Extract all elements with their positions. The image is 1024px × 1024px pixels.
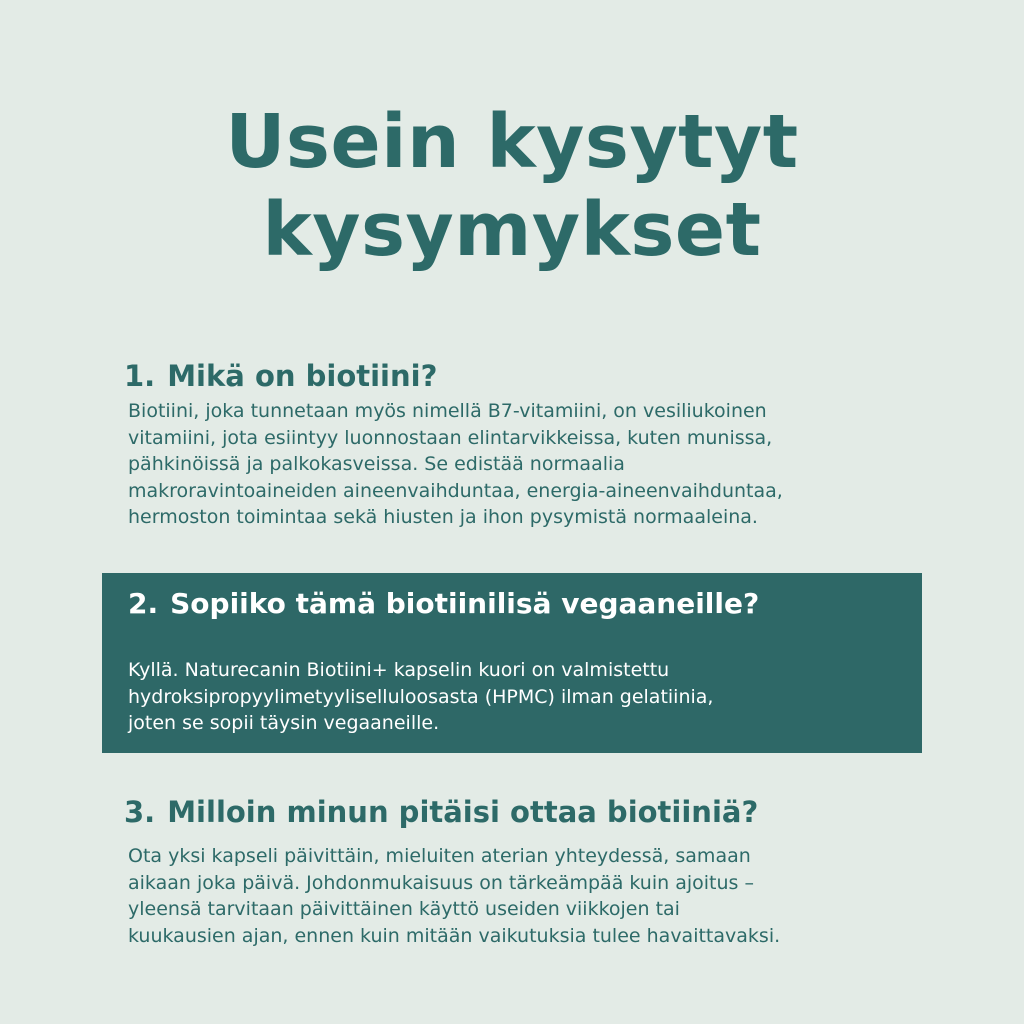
faq-number-1: 1. bbox=[124, 359, 156, 393]
faq-answer-1 bbox=[128, 398, 928, 531]
faq-question-1 bbox=[124, 358, 437, 394]
faq-answer-2 bbox=[128, 657, 928, 737]
faq-answer-3-line-2: aikaan joka päivä. Johdonmukaisuus on tärkeämpää kuin ajoitus – bbox=[128, 871, 754, 894]
faq-answer-2-line-1: Kyllä. Naturecanin Biotiini+ kapselin kuori on valmistettu bbox=[128, 659, 670, 681]
faq-answer-3-line-4: kuukausien ajan, ennen kuin mitään vaikutuksia tulee havaittavaksi. bbox=[128, 924, 781, 947]
faq-question-text-3: Milloin minun pitäisi ottaa biotiiniä? bbox=[167, 795, 759, 829]
page-title-line-1: Usein kysytyt bbox=[225, 99, 799, 185]
faq-answer-1-line-1: Biotiini, joka tunnetaan myös nimellä B7-vitamiini, on vesiliukoinen bbox=[128, 400, 767, 422]
faq-question-2 bbox=[128, 586, 759, 622]
page-title bbox=[0, 98, 1024, 274]
page-title-line-2: kysymykset bbox=[262, 187, 762, 273]
faq-question-text-1: Mikä on biotiini? bbox=[167, 359, 438, 393]
faq-number-3: 3. bbox=[124, 795, 156, 829]
faq-answer-1-line-2: vitamiini, jota esiintyy luonnostaan elintarvikkeissa, kuten munissa, bbox=[128, 426, 773, 449]
faq-answer-1-line-5: hermoston toimintaa sekä hiusten ja ihon pysymistä normaaleina. bbox=[128, 506, 758, 528]
faq-number-2: 2. bbox=[128, 587, 159, 620]
faq-answer-1-line-3: pähkinöissä ja palkokasveissa. Se edistää normaalia bbox=[128, 453, 625, 475]
faq-answer-3 bbox=[128, 843, 928, 949]
faq-answer-2-line-3: joten se sopii täysin vegaaneille. bbox=[128, 712, 440, 734]
faq-answer-3-line-3: yleensä tarvitaan päivittäinen käyttö useiden viikkojen tai bbox=[128, 898, 680, 920]
faq-question-text-2: Sopiiko tämä biotiinilisä vegaaneille? bbox=[170, 587, 760, 620]
faq-answer-2-line-2: hydroksipropyylimetyyliselluloosasta (HPMC) ilman gelatiinia, bbox=[128, 685, 714, 708]
faq-answer-1-line-4: makroravintoaineiden aineenvaihduntaa, energia-aineenvaihduntaa, bbox=[128, 479, 783, 502]
faq-question-3 bbox=[124, 794, 758, 830]
faq-answer-3-line-1: Ota yksi kapseli päivittäin, mieluiten aterian yhteydessä, samaan bbox=[128, 845, 751, 867]
